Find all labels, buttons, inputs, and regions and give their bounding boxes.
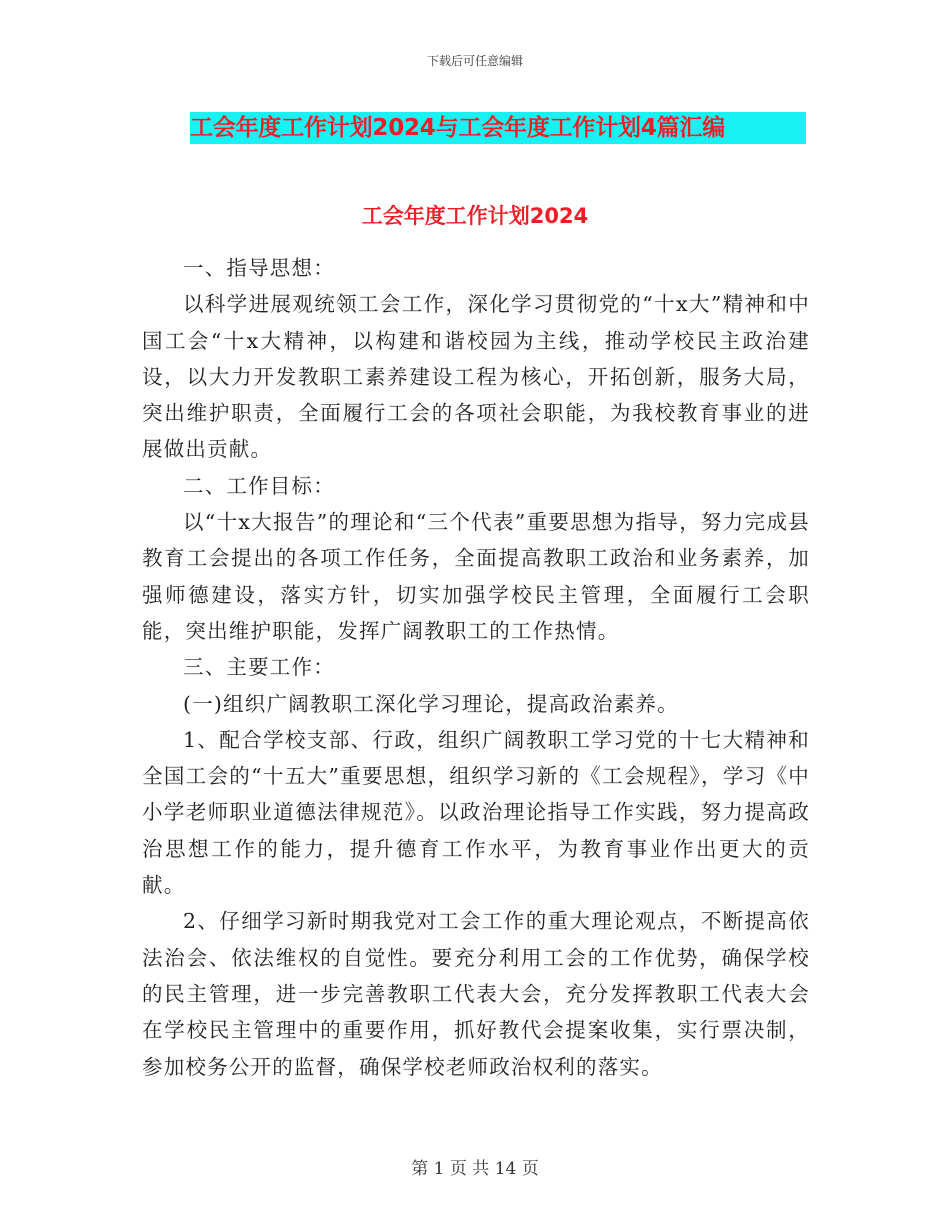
paragraph-item-1: 1、配合学校支部、行政，组织广阔教职工学习党的十七大精神和全国工会的“十五大”重要思想，组织学习新的《工会规程》，学习《中小学老师职业道德法律规范》。以政治理论指导工作实践，努力提高政治思想工作的能力，提升德育工作水平，为教育事业作出更大的贡献。	[142, 727, 810, 898]
page-number: 第 1 页 共 14 页	[411, 1159, 539, 1179]
section-title: 工会年度工作计划2024	[361, 204, 589, 228]
document-body	[142, 250, 810, 1085]
heading-main-work: 三、主要工作：	[183, 655, 335, 680]
heading-work-goals: 二、工作目标：	[183, 473, 335, 498]
heading-guiding-ideology: 一、指导思想：	[183, 256, 335, 280]
subheading-study-theory: (一)组织广阔教职工深化学习理论，提高政治素养。	[183, 691, 679, 716]
paragraph-guiding-ideology: 以科学进展观统领工会工作，深化学习贯彻党的“十x大”精神和中国工会“十x大精神，以构建和谐校园为主线，推动学校民主政治建设，以大力开发教职工素养建设工程为核心，开拓创新，服务大局，突出维护职责，全面履行工会的各项社会职能，为我校教育事业的进展做出贡献。	[142, 292, 810, 462]
header-note: 下载后可任意编辑	[426, 54, 523, 68]
document-title: 工会年度工作计划2024与工会年度工作计划4篇汇编	[190, 112, 806, 144]
paragraph-work-goals: 以“十x大报告”的理论和“三个代表”重要思想为指导，努力完成县教育工会提出的各项工作任务，全面提高教职工政治和业务素养，加强师德建设，落实方针，切实加强学校民主管理，全面履行工会职能，突出维护职能，发挥广阔教职工的工作热情。	[142, 510, 810, 643]
paragraph-item-2: 2、仔细学习新时期我党对工会工作的重大理论观点，不断提高依法治会、依法维权的自觉性。要充分利用工会的工作优势，确保学校的民主管理，进一步完善教职工代表大会，充分发挥教职工代表大会在学校民主管理中的重要作用，抓好教代会提案收集，实行票决制，参加校务公开的监督，确保学校老师政治权利的落实。	[142, 909, 810, 1079]
